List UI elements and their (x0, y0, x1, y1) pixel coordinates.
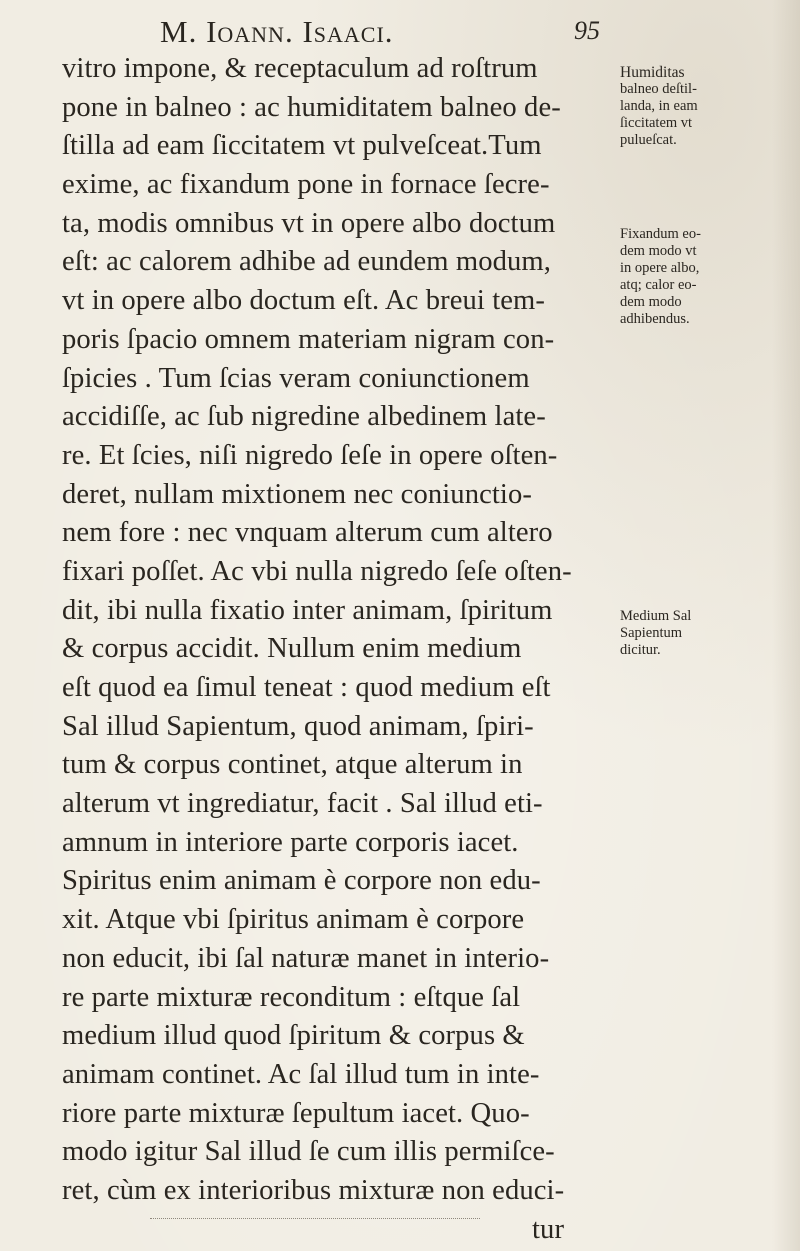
text-line: pone in balneo : ac humiditatem balneo de- (62, 91, 561, 123)
text-line: amnum in interiore parte corporis iacet. (62, 826, 519, 858)
text-line: ta, modis omnibus vt in opere albo doctum (62, 207, 556, 239)
text-line: re parte mixturæ reconditum : eſtque ſal (62, 981, 521, 1013)
text-line: animam continet. Ac ſal illud tum in inte- (62, 1058, 540, 1090)
page-header (130, 14, 600, 54)
text-line: ſtilla ad eam ſiccitatem vt pulveſceat.Tum (62, 130, 542, 162)
text-line: eſt quod ea ſimul teneat : quod medium eſt (62, 672, 551, 703)
text-line: exime, ac fixandum pone in fornace ſecre- (62, 169, 550, 201)
text-line: fixari poſſet. Ac vbi nulla nigredo ſeſe oſten- (62, 555, 572, 587)
text-line: alterum vt ingrediatur, facit . Sal illud eti- (62, 788, 543, 820)
text-line: vt in opere albo doctum eſt. Ac breui tem- (62, 285, 546, 317)
text-line: vitro impone, & receptaculum ad roſtrum (62, 53, 538, 84)
text-line: medium illud quod ſpiritum & corpus & (62, 1020, 525, 1052)
text-line: deret, nullam mixtionem nec coniunctio- (62, 478, 533, 510)
text-line: xit. Atque vbi ſpiritus animam è corpore (62, 904, 525, 936)
margin-note-medium (620, 608, 795, 659)
margin-note-line: Sapientum (620, 625, 683, 641)
margin-note-line: Fixandum eo- (620, 226, 701, 242)
margin-note-line: ſiccitatem vt (620, 115, 693, 131)
text-line: Spiritus enim animam è corpore non edu- (62, 865, 541, 897)
text-line: re. Et ſcies, niſi nigredo ſeſe in opere oſten- (62, 439, 558, 471)
text-line: dit, ibi nulla fixatio inter animam, ſpiritum (62, 594, 553, 626)
text-line: accidiſſe, ac ſub nigredine albedinem late- (62, 401, 546, 433)
page-number: 95 (574, 16, 600, 45)
text-line: nem fore : nec vnquam alterum cum altero (62, 517, 553, 549)
text-line: eſt: ac calorem adhibe ad eundem modum, (62, 246, 552, 278)
margin-note-line: atq; calor eo- (620, 277, 697, 293)
running-head: M. Ioann. Isaaci. (160, 14, 394, 49)
margin-note-line: adhibendus. (620, 311, 690, 327)
text-line: tum & corpus continet, atque alterum in (62, 749, 523, 781)
text-line: poris ſpacio omnem materiam nigram con- (62, 323, 555, 355)
margin-note-line: dem modo vt (620, 243, 697, 259)
text-line: ret, cùm ex interioribus mixturæ non educi- (62, 1174, 565, 1206)
margin-note-humiditas (620, 64, 795, 149)
margin-note-line: Humiditas (620, 64, 685, 81)
bottom-ink-trace (150, 1218, 480, 1219)
catchword: tur (532, 1213, 565, 1245)
text-line: & corpus accidit. Nullum enim medium (62, 633, 522, 665)
margin-note-line: pulueſcat. (620, 132, 677, 148)
text-line: Sal illud Sapientum, quod animam, ſpiri- (62, 710, 534, 742)
text-line: non educit, ibi ſal naturæ manet in interio- (62, 942, 550, 974)
margin-note-line: in opere albo, (620, 260, 700, 276)
margin-note-line: dem modo (620, 294, 682, 310)
margin-note-line: landa, in eam (620, 98, 698, 114)
text-line: modo igitur Sal illud ſe cum illis permiſce- (62, 1136, 555, 1168)
margin-note-line: Medium Sal (620, 608, 692, 624)
margin-note-line: balneo deſtil- (620, 81, 697, 97)
main-text-block (62, 50, 610, 1249)
margin-note-line: dicitur. (620, 642, 661, 658)
text-line: riore parte mixturæ ſepultum iacet. Quo- (62, 1097, 530, 1129)
text-line: ſpicies . Tum ſcias veram coniunctionem (62, 362, 530, 394)
margin-note-fixandum (620, 226, 795, 328)
